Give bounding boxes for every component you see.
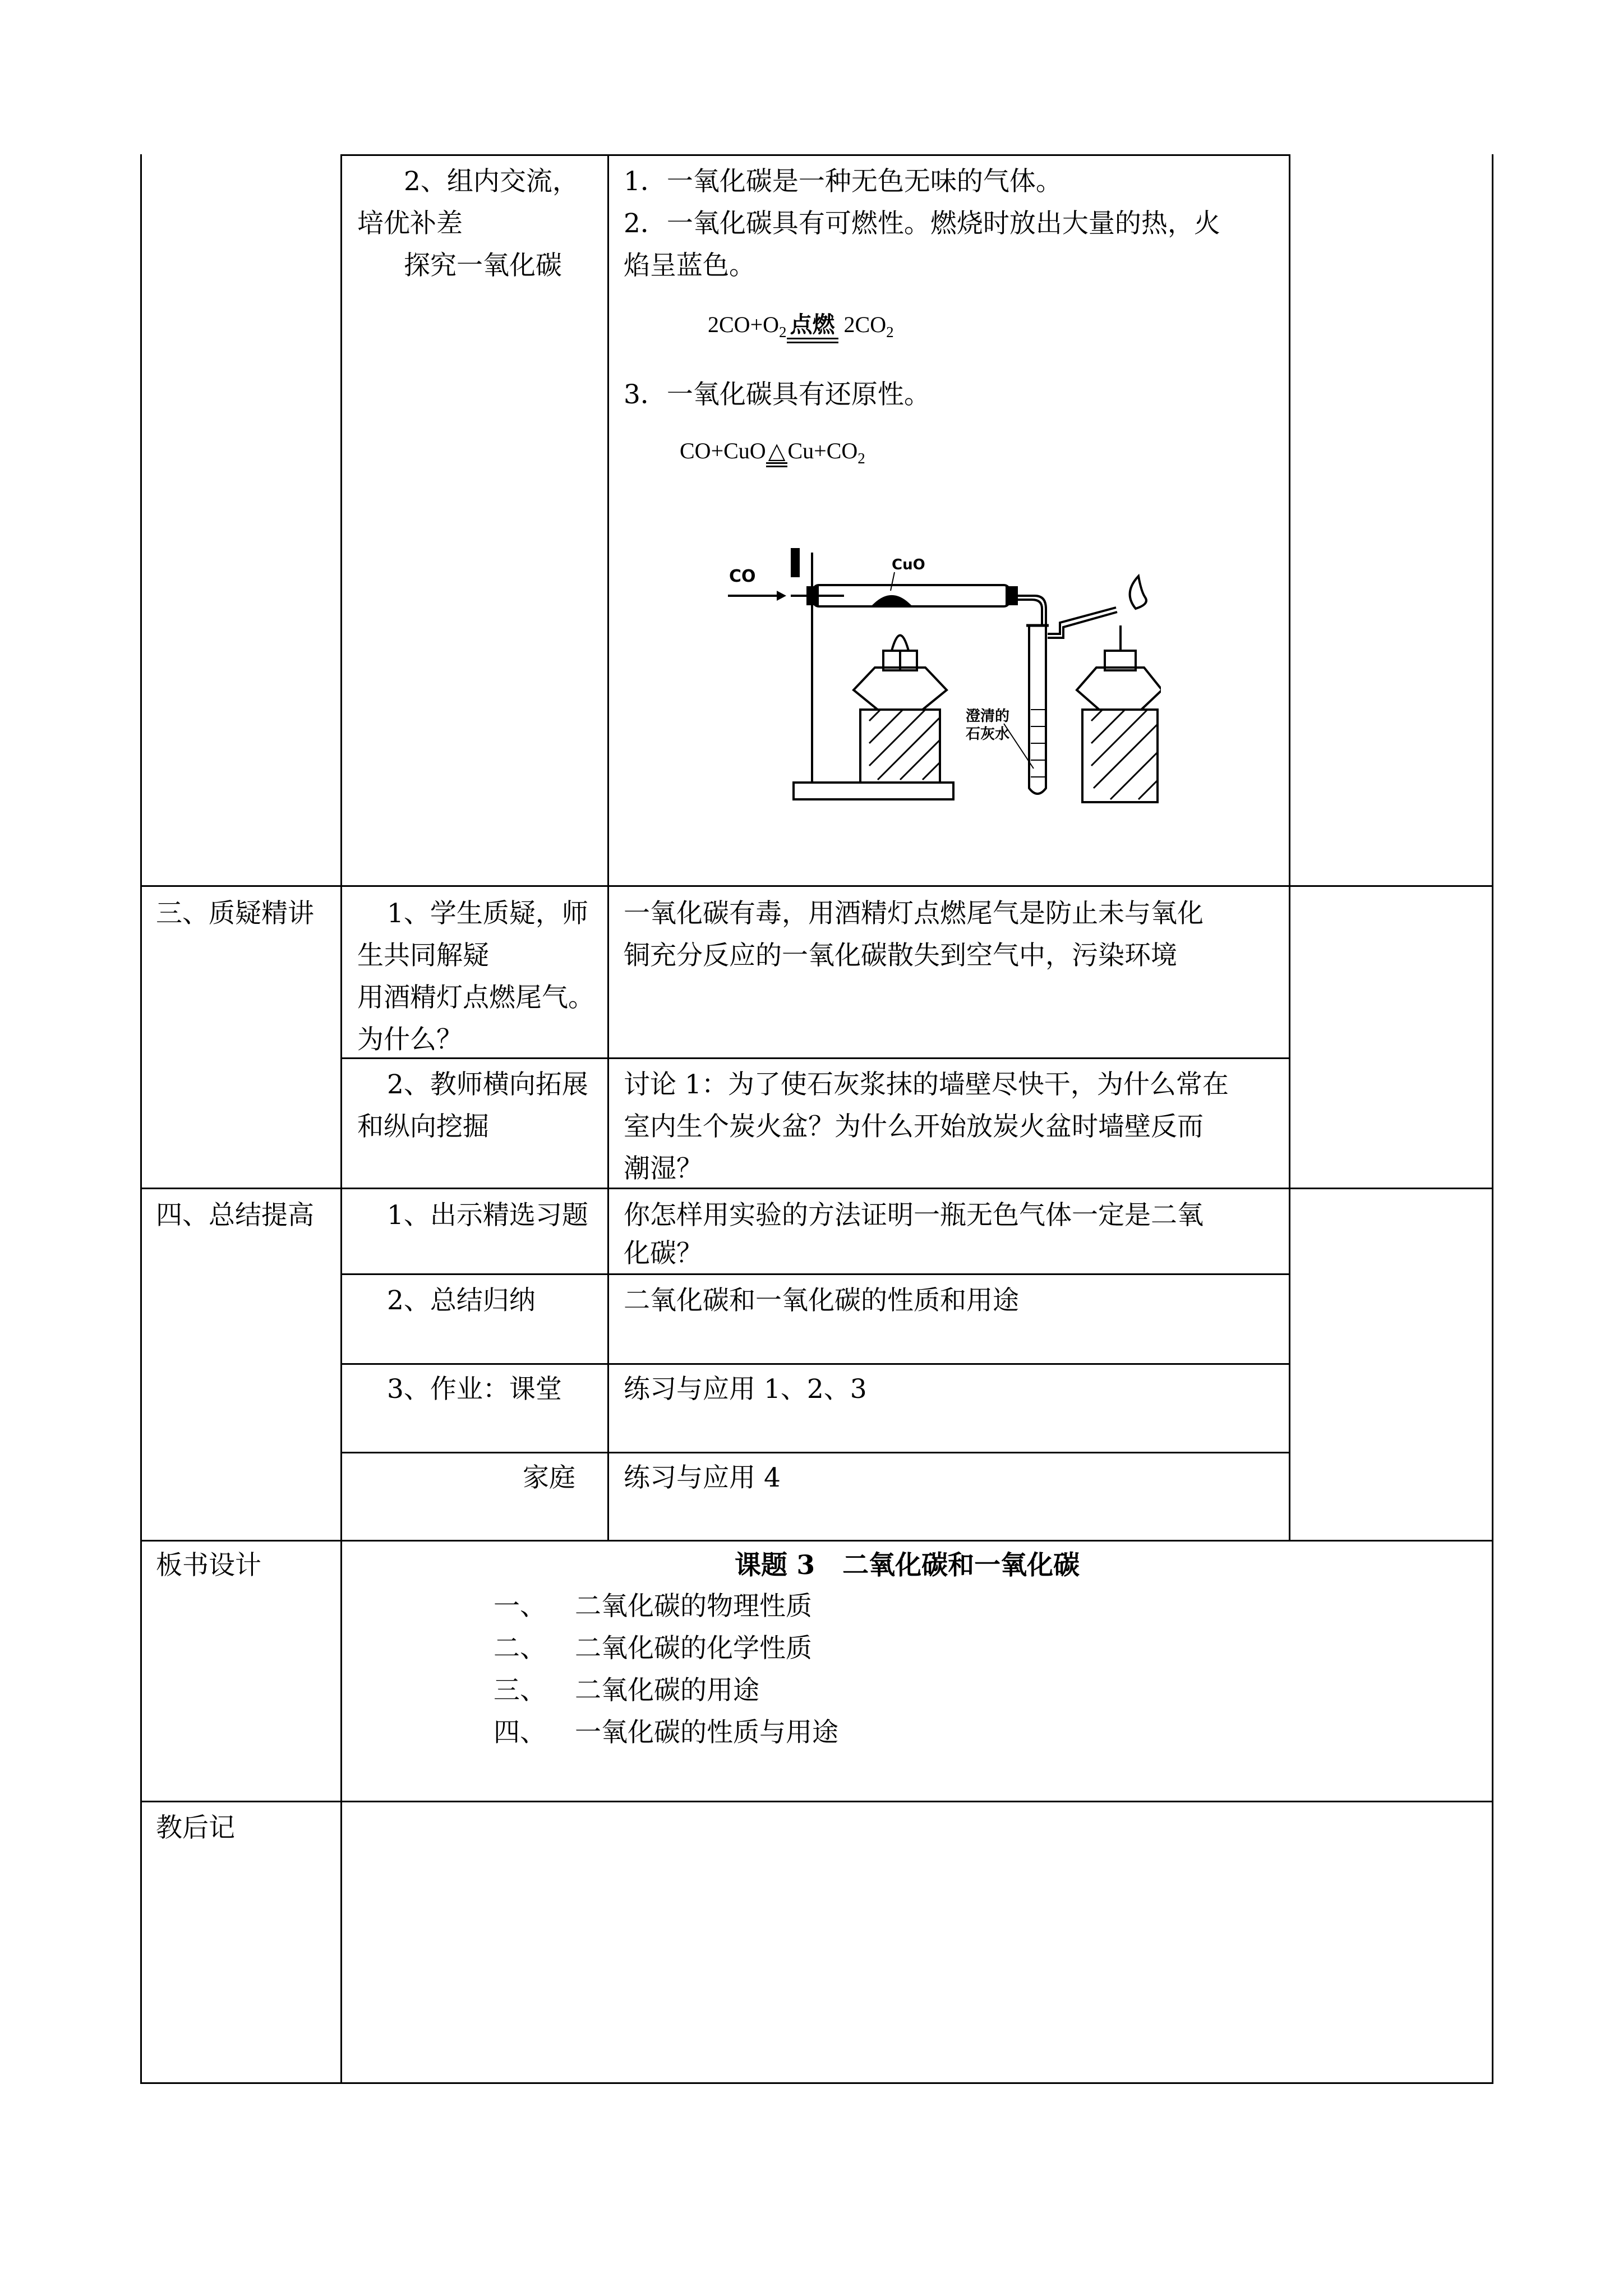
content-line: 2．一氧化碳具有可燃性。燃烧时放出大量的热，火 bbox=[624, 208, 1220, 239]
method-line: 和纵向挖掘 bbox=[357, 1111, 489, 1142]
method-line: 为什么？ bbox=[357, 1024, 463, 1055]
summary-row2-content: 二氧化碳和一氧化碳的性质和用途 bbox=[624, 1285, 1019, 1316]
content-line: 化碳？ bbox=[624, 1238, 703, 1269]
method-line: 用酒精灯点燃尾气。 bbox=[357, 982, 594, 1013]
equation-products: 2CO bbox=[843, 312, 887, 337]
reduction-equation bbox=[680, 438, 865, 467]
equation-reactants: 2CO+O bbox=[708, 312, 780, 337]
content-line: 讨论 1：为了使石灰浆抹的墙壁尽快干，为什么常在 bbox=[624, 1069, 1229, 1100]
stage-label-summary: 四、总结提高 bbox=[156, 1200, 314, 1231]
content-line: 1．一氧化碳是一种无色无味的气体。 bbox=[624, 166, 1062, 197]
board-title: 课题 3 二氧化碳和一氧化碳 bbox=[735, 1550, 1080, 1581]
method-line: 培优补差 bbox=[357, 208, 463, 239]
content-line: 一氧化碳有毒，用酒精灯点燃尾气是防止未与氧化 bbox=[624, 898, 1204, 929]
method-line: 探究一氧化碳 bbox=[404, 250, 562, 281]
outline-number: 四、 bbox=[494, 1717, 546, 1748]
outline-number: 一、 bbox=[494, 1591, 546, 1622]
equation-products: Cu+CO bbox=[787, 438, 858, 463]
co-reduction-apparatus-figure bbox=[723, 541, 1161, 816]
heat-symbol: △ bbox=[766, 438, 788, 464]
reagent-label: CuO bbox=[892, 556, 925, 573]
outline-number: 二、 bbox=[494, 1633, 546, 1664]
limewater-label: 石灰水 bbox=[966, 726, 1010, 743]
reaction-condition: 点燃 bbox=[787, 307, 838, 339]
method-line: 2、教师横向拓展 bbox=[387, 1069, 588, 1100]
content-line: 室内生个炭火盆？为什么开始放炭火盆时墙壁反而 bbox=[624, 1111, 1204, 1142]
content-line: 3．一氧化碳具有还原性。 bbox=[624, 379, 930, 410]
subscript: 2 bbox=[886, 324, 894, 341]
outline-text: 一氧化碳的性质与用途 bbox=[575, 1717, 838, 1748]
outline-text: 二氧化碳的用途 bbox=[575, 1675, 759, 1706]
summary-row1-method: 1、出示精选习题 bbox=[387, 1200, 588, 1231]
method-line: 2、组内交流， bbox=[404, 166, 579, 197]
stage-label-question: 三、质疑精讲 bbox=[156, 898, 314, 929]
summary-row3-content: 练习与应用 1、2、3 bbox=[624, 1374, 867, 1405]
method-line: 生共同解疑 bbox=[357, 940, 489, 971]
outline-number: 三、 bbox=[494, 1675, 546, 1706]
content-line: 你怎样用实验的方法证明一瓶无色气体一定是二氧 bbox=[624, 1200, 1204, 1231]
subscript: 2 bbox=[857, 450, 865, 467]
subscript: 2 bbox=[779, 324, 787, 341]
equation-reactants: CO+CuO bbox=[680, 438, 766, 463]
summary-row2-method: 2、总结归纳 bbox=[387, 1285, 536, 1316]
gas-label: CO bbox=[729, 567, 756, 586]
board-label: 板书设计 bbox=[156, 1550, 261, 1581]
method-line: 1、学生质疑，师 bbox=[387, 898, 588, 929]
content-line: 焰呈蓝色。 bbox=[624, 250, 755, 281]
summary-row3-method: 3、作业：课堂 bbox=[387, 1374, 562, 1405]
reflection-label: 教后记 bbox=[156, 1812, 235, 1843]
summary-row4-content: 练习与应用 4 bbox=[624, 1462, 781, 1493]
outline-text: 二氧化碳的物理性质 bbox=[575, 1591, 812, 1622]
content-line: 潮湿？ bbox=[624, 1153, 703, 1184]
content-line: 铜充分反应的一氧化碳散失到空气中，污染环境 bbox=[624, 940, 1177, 971]
combustion-equation bbox=[708, 307, 894, 341]
outline-text: 二氧化碳的化学性质 bbox=[575, 1633, 812, 1664]
limewater-label: 澄清的 bbox=[966, 708, 1010, 725]
summary-row4-method: 家庭 bbox=[523, 1462, 575, 1493]
